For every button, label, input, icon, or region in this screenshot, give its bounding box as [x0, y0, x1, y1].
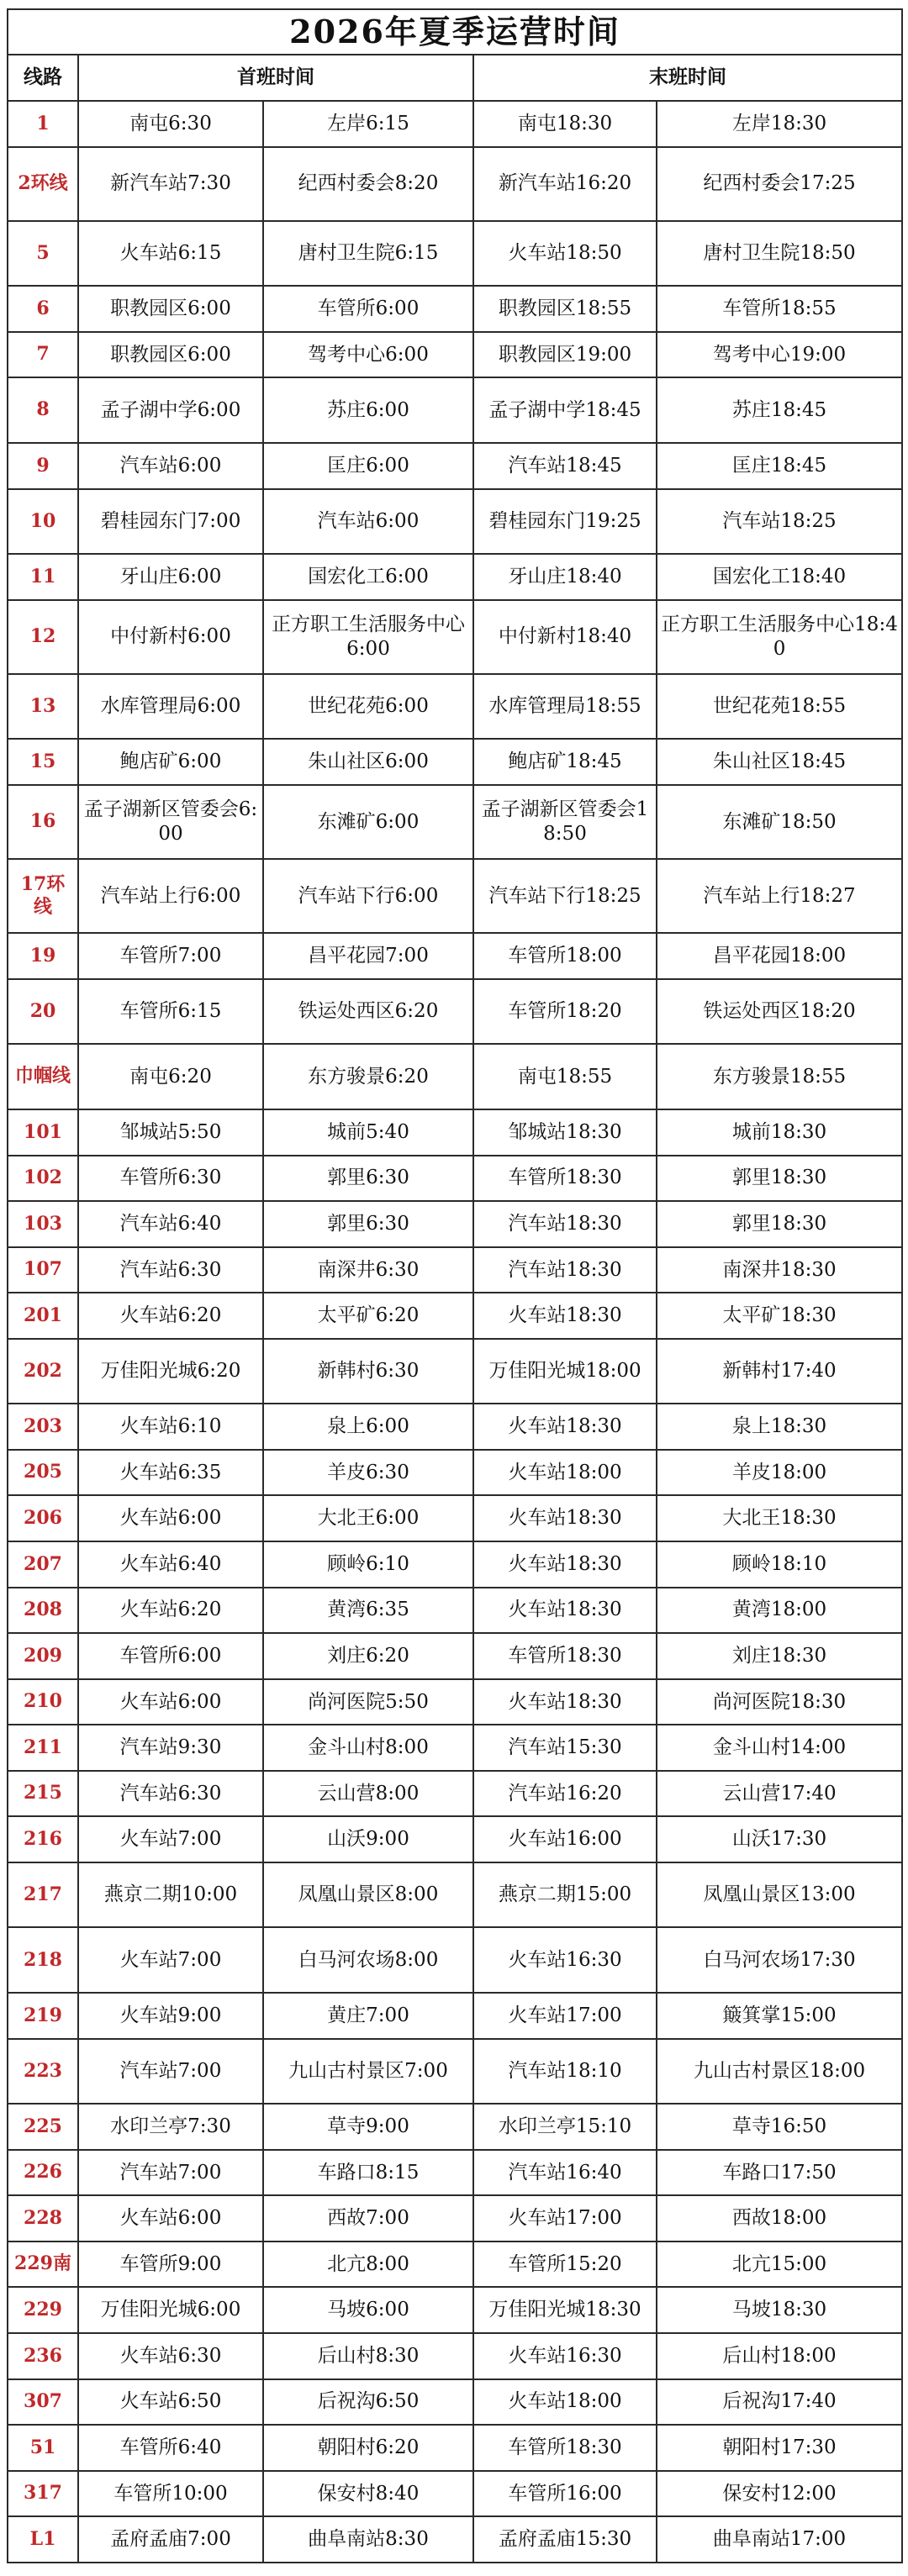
last-bus-end-cell: 朝阳村17:30: [657, 2425, 902, 2471]
table-row: [8, 377, 902, 443]
table-row: [8, 2150, 902, 2196]
table-row: [8, 2241, 902, 2288]
first-bus-start-cell: 火车站6:35: [78, 1450, 263, 1496]
last-bus-end-cell: 东滩矿18:50: [657, 785, 902, 859]
first-bus-start-cell: 职教园区6:00: [78, 332, 263, 378]
first-bus-start-cell: 火车站6:00: [78, 1679, 263, 1725]
table-row: [8, 1679, 902, 1725]
last-bus-start-cell: 汽车站16:40: [473, 2150, 657, 2196]
last-bus-end-cell: 汽车站上行18:27: [657, 859, 902, 933]
first-bus-end-cell: 汽车站下行6:00: [263, 859, 473, 933]
line-number-cell: 210: [8, 1679, 78, 1725]
last-bus-end-cell: 草寺16:50: [657, 2104, 902, 2150]
first-bus-start-cell: 车管所6:15: [78, 979, 263, 1045]
line-number-cell: 228: [8, 2195, 78, 2241]
last-bus-end-cell: 白马河农场17:30: [657, 1927, 902, 1993]
first-bus-end-cell: 云山营8:00: [263, 1771, 473, 1817]
table-row: [8, 221, 902, 287]
first-bus-end-cell: 车管所6:00: [263, 286, 473, 332]
line-number-cell: 225: [8, 2104, 78, 2150]
last-bus-start-cell: 火车站18:30: [473, 1679, 657, 1725]
last-bus-end-cell: 郭里18:30: [657, 1201, 902, 1247]
first-bus-end-cell: 凤凰山景区8:00: [263, 1862, 473, 1928]
first-bus-start-cell: 汽车站9:30: [78, 1725, 263, 1771]
first-bus-start-cell: 新汽车站7:30: [78, 147, 263, 221]
first-bus-start-cell: 汽车站6:30: [78, 1771, 263, 1817]
line-number-cell: 211: [8, 1725, 78, 1771]
first-bus-end-cell: 世纪花苑6:00: [263, 674, 473, 740]
table-row: [8, 2379, 902, 2426]
line-number-cell: 巾帼线: [8, 1044, 78, 1109]
line-number-cell: 20: [8, 979, 78, 1045]
first-bus-start-cell: 孟子湖中学6:00: [78, 377, 263, 443]
table-row: [8, 600, 902, 674]
last-bus-start-cell: 车管所15:20: [473, 2241, 657, 2288]
last-bus-start-cell: 火车站18:50: [473, 221, 657, 287]
line-number-cell: 223: [8, 2039, 78, 2105]
first-bus-end-cell: 车路口8:15: [263, 2150, 473, 2196]
first-bus-start-cell: 万佳阳光城6:20: [78, 1339, 263, 1404]
first-bus-start-cell: 南屯6:30: [78, 101, 263, 147]
last-bus-end-cell: 后山村18:00: [657, 2333, 902, 2379]
line-number-cell: 15: [8, 739, 78, 785]
first-bus-end-cell: 黄庄7:00: [263, 1993, 473, 2039]
table-row: [8, 785, 902, 859]
last-bus-start-cell: 汽车站16:20: [473, 1771, 657, 1817]
first-bus-end-cell: 金斗山村8:00: [263, 1725, 473, 1771]
first-bus-start-cell: 汽车站7:00: [78, 2039, 263, 2105]
last-bus-end-cell: 车管所18:55: [657, 286, 902, 332]
last-bus-end-cell: 世纪花苑18:55: [657, 674, 902, 740]
first-bus-end-cell: 朱山社区6:00: [263, 739, 473, 785]
line-number-cell: 229南: [8, 2241, 78, 2288]
table-row: [8, 1450, 902, 1496]
first-bus-start-cell: 水库管理局6:00: [78, 674, 263, 740]
line-number-cell: 107: [8, 1247, 78, 1293]
last-bus-end-cell: 国宏化工18:40: [657, 554, 902, 600]
page-title: 2026年夏季运营时间: [8, 9, 902, 55]
last-bus-end-cell: 新韩村17:40: [657, 1339, 902, 1404]
last-bus-start-cell: 火车站18:30: [473, 1541, 657, 1588]
first-bus-end-cell: 黄湾6:35: [263, 1588, 473, 1634]
line-number-cell: 219: [8, 1993, 78, 2039]
table-row: [8, 933, 902, 979]
header-row: [8, 55, 902, 101]
line-number-cell: 201: [8, 1293, 78, 1339]
last-bus-end-cell: 朱山社区18:45: [657, 739, 902, 785]
last-bus-start-cell: 万佳阳光城18:30: [473, 2287, 657, 2333]
line-number-cell: 208: [8, 1588, 78, 1634]
last-bus-end-cell: 郭里18:30: [657, 1156, 902, 1202]
line-number-cell: 7: [8, 332, 78, 378]
first-bus-start-cell: 碧桂园东门7:00: [78, 489, 263, 555]
first-bus-end-cell: 纪西村委会8:20: [263, 147, 473, 221]
first-bus-end-cell: 后祝沟6:50: [263, 2379, 473, 2426]
table-row: [8, 554, 902, 600]
first-bus-end-cell: 后山村8:30: [263, 2333, 473, 2379]
last-bus-start-cell: 职教园区18:55: [473, 286, 657, 332]
last-bus-start-cell: 汽车站15:30: [473, 1725, 657, 1771]
first-bus-end-cell: 刘庄6:20: [263, 1633, 473, 1679]
first-bus-start-cell: 燕京二期10:00: [78, 1862, 263, 1928]
line-number-cell: 207: [8, 1541, 78, 1588]
first-bus-start-cell: 汽车站6:00: [78, 443, 263, 489]
last-bus-start-cell: 孟子湖新区管委会18:50: [473, 785, 657, 859]
last-bus-start-cell: 火车站18:00: [473, 2379, 657, 2426]
first-bus-start-cell: 中付新村6:00: [78, 600, 263, 674]
first-bus-start-cell: 车管所9:00: [78, 2241, 263, 2288]
last-bus-end-cell: 顾岭18:10: [657, 1541, 902, 1588]
last-bus-start-cell: 火车站17:00: [473, 1993, 657, 2039]
last-bus-end-cell: 驾考中心19:00: [657, 332, 902, 378]
table-row: [8, 1156, 902, 1202]
first-bus-start-cell: 火车站6:20: [78, 1588, 263, 1634]
line-number-cell: 6: [8, 286, 78, 332]
line-number-cell: 307: [8, 2379, 78, 2426]
last-bus-start-cell: 燕京二期15:00: [473, 1862, 657, 1928]
first-bus-start-cell: 车管所6:00: [78, 1633, 263, 1679]
first-bus-start-cell: 邹城站5:50: [78, 1109, 263, 1156]
title-row: [8, 9, 902, 55]
last-bus-start-cell: 水印兰亭15:10: [473, 2104, 657, 2150]
first-bus-end-cell: 东滩矿6:00: [263, 785, 473, 859]
line-number-cell: 236: [8, 2333, 78, 2379]
first-bus-start-cell: 汽车站6:40: [78, 1201, 263, 1247]
table-row: [8, 2425, 902, 2471]
first-bus-start-cell: 车管所6:30: [78, 1156, 263, 1202]
last-bus-start-cell: 汽车站18:30: [473, 1247, 657, 1293]
first-bus-start-cell: 火车站6:00: [78, 1495, 263, 1541]
last-bus-end-cell: 城前18:30: [657, 1109, 902, 1156]
first-bus-end-cell: 南深井6:30: [263, 1247, 473, 1293]
table-row: [8, 1495, 902, 1541]
last-bus-end-cell: 凤凰山景区13:00: [657, 1862, 902, 1928]
table-row: [8, 443, 902, 489]
last-bus-start-cell: 鲍店矿18:45: [473, 739, 657, 785]
last-bus-end-cell: 匡庄18:45: [657, 443, 902, 489]
first-bus-end-cell: 顾岭6:10: [263, 1541, 473, 1588]
last-bus-end-cell: 汽车站18:25: [657, 489, 902, 555]
table-row: [8, 739, 902, 785]
first-bus-end-cell: 郭里6:30: [263, 1156, 473, 1202]
first-bus-start-cell: 火车站6:40: [78, 1541, 263, 1588]
first-bus-end-cell: 城前5:40: [263, 1109, 473, 1156]
first-bus-end-cell: 驾考中心6:00: [263, 332, 473, 378]
line-number-cell: 215: [8, 1771, 78, 1817]
first-bus-end-cell: 山沃9:00: [263, 1816, 473, 1862]
first-bus-end-cell: 郭里6:30: [263, 1201, 473, 1247]
last-bus-start-cell: 火车站17:00: [473, 2195, 657, 2241]
table-row: [8, 1993, 902, 2039]
first-bus-start-cell: 水印兰亭7:30: [78, 2104, 263, 2150]
first-bus-end-cell: 左岸6:15: [263, 101, 473, 147]
last-bus-end-cell: 正方职工生活服务中心18:40: [657, 600, 902, 674]
last-bus-end-cell: 保安村12:00: [657, 2471, 902, 2517]
last-bus-start-cell: 车管所18:30: [473, 2425, 657, 2471]
first-bus-start-cell: 火车站6:30: [78, 2333, 263, 2379]
last-bus-start-cell: 万佳阳光城18:00: [473, 1339, 657, 1404]
first-bus-start-cell: 火车站6:50: [78, 2379, 263, 2426]
last-bus-end-cell: 羊皮18:00: [657, 1450, 902, 1496]
line-number-cell: 202: [8, 1339, 78, 1404]
table-row: [8, 2471, 902, 2517]
last-bus-end-cell: 刘庄18:30: [657, 1633, 902, 1679]
last-bus-end-cell: 唐村卫生院18:50: [657, 221, 902, 287]
last-bus-start-cell: 火车站18:00: [473, 1450, 657, 1496]
line-number-cell: 2环线: [8, 147, 78, 221]
first-bus-start-cell: 火车站6:20: [78, 1293, 263, 1339]
first-bus-end-cell: 正方职工生活服务中心6:00: [263, 600, 473, 674]
last-bus-end-cell: 金斗山村14:00: [657, 1725, 902, 1771]
table-row: [8, 2287, 902, 2333]
last-bus-start-cell: 火车站18:30: [473, 1293, 657, 1339]
first-bus-end-cell: 太平矿6:20: [263, 1293, 473, 1339]
first-bus-end-cell: 汽车站6:00: [263, 489, 473, 555]
line-number-cell: 1: [8, 101, 78, 147]
table-row: [8, 2333, 902, 2379]
last-bus-start-cell: 汽车站18:10: [473, 2039, 657, 2105]
first-bus-start-cell: 火车站6:10: [78, 1404, 263, 1450]
line-number-cell: 5: [8, 221, 78, 287]
first-bus-end-cell: 北亢8:00: [263, 2241, 473, 2288]
table-row: [8, 101, 902, 147]
first-bus-start-cell: 火车站7:00: [78, 1927, 263, 1993]
first-bus-start-cell: 万佳阳光城6:00: [78, 2287, 263, 2333]
column-header-first-bus: 首班时间: [78, 55, 473, 101]
first-bus-end-cell: 新韩村6:30: [263, 1339, 473, 1404]
last-bus-end-cell: 大北王18:30: [657, 1495, 902, 1541]
line-number-cell: 51: [8, 2425, 78, 2471]
last-bus-end-cell: 西故18:00: [657, 2195, 902, 2241]
last-bus-end-cell: 苏庄18:45: [657, 377, 902, 443]
line-number-cell: 102: [8, 1156, 78, 1202]
first-bus-end-cell: 昌平花园7:00: [263, 933, 473, 979]
line-number-cell: 229: [8, 2287, 78, 2333]
first-bus-end-cell: 曲阜南站8:30: [263, 2516, 473, 2563]
line-number-cell: 8: [8, 377, 78, 443]
line-number-cell: 11: [8, 554, 78, 600]
first-bus-end-cell: 朝阳村6:20: [263, 2425, 473, 2471]
last-bus-end-cell: 东方骏景18:55: [657, 1044, 902, 1109]
last-bus-start-cell: 孟府孟庙15:30: [473, 2516, 657, 2563]
first-bus-start-cell: 车管所10:00: [78, 2471, 263, 2517]
table-row: [8, 674, 902, 740]
first-bus-end-cell: 苏庄6:00: [263, 377, 473, 443]
first-bus-start-cell: 职教园区6:00: [78, 286, 263, 332]
first-bus-start-cell: 孟府孟庙7:00: [78, 2516, 263, 2563]
last-bus-start-cell: 南屯18:30: [473, 101, 657, 147]
table-row: [8, 979, 902, 1045]
line-number-cell: 9: [8, 443, 78, 489]
line-number-cell: 19: [8, 933, 78, 979]
first-bus-end-cell: 匡庄6:00: [263, 443, 473, 489]
table-row: [8, 859, 902, 933]
last-bus-end-cell: 山沃17:30: [657, 1816, 902, 1862]
last-bus-start-cell: 火车站16:00: [473, 1816, 657, 1862]
column-header-last-bus: 末班时间: [473, 55, 902, 101]
table-row: [8, 1404, 902, 1450]
table-row: [8, 1927, 902, 1993]
last-bus-start-cell: 汽车站18:45: [473, 443, 657, 489]
line-number-cell: 216: [8, 1816, 78, 1862]
line-number-cell: 218: [8, 1927, 78, 1993]
first-bus-end-cell: 尚河医院5:50: [263, 1679, 473, 1725]
last-bus-end-cell: 纪西村委会17:25: [657, 147, 902, 221]
last-bus-end-cell: 曲阜南站17:00: [657, 2516, 902, 2563]
last-bus-start-cell: 车管所18:20: [473, 979, 657, 1045]
last-bus-end-cell: 九山古村景区18:00: [657, 2039, 902, 2105]
first-bus-end-cell: 国宏化工6:00: [263, 554, 473, 600]
line-number-cell: 209: [8, 1633, 78, 1679]
last-bus-end-cell: 昌平花园18:00: [657, 933, 902, 979]
line-number-cell: 203: [8, 1404, 78, 1450]
last-bus-end-cell: 铁运处西区18:20: [657, 979, 902, 1045]
last-bus-start-cell: 孟子湖中学18:45: [473, 377, 657, 443]
last-bus-start-cell: 火车站18:30: [473, 1588, 657, 1634]
first-bus-end-cell: 羊皮6:30: [263, 1450, 473, 1496]
table-row: [8, 1541, 902, 1588]
first-bus-end-cell: 西故7:00: [263, 2195, 473, 2241]
last-bus-start-cell: 车管所18:00: [473, 933, 657, 979]
first-bus-start-cell: 南屯6:20: [78, 1044, 263, 1109]
table-row: [8, 1109, 902, 1156]
table-row: [8, 2104, 902, 2150]
table-row: [8, 2039, 902, 2105]
last-bus-start-cell: 车管所16:00: [473, 2471, 657, 2517]
table-row: [8, 147, 902, 221]
first-bus-end-cell: 保安村8:40: [263, 2471, 473, 2517]
schedule-sheet: [7, 8, 901, 2563]
line-number-cell: 317: [8, 2471, 78, 2517]
last-bus-start-cell: 火车站16:30: [473, 1927, 657, 1993]
last-bus-end-cell: 南深井18:30: [657, 1247, 902, 1293]
table-row: [8, 2195, 902, 2241]
first-bus-start-cell: 车管所6:40: [78, 2425, 263, 2471]
line-number-cell: 206: [8, 1495, 78, 1541]
first-bus-start-cell: 火车站6:15: [78, 221, 263, 287]
table-row: [8, 1201, 902, 1247]
first-bus-start-cell: 牙山庄6:00: [78, 554, 263, 600]
table-row: [8, 489, 902, 555]
first-bus-end-cell: 草寺9:00: [263, 2104, 473, 2150]
last-bus-end-cell: 泉上18:30: [657, 1404, 902, 1450]
first-bus-start-cell: 孟子湖新区管委会6:00: [78, 785, 263, 859]
line-number-cell: L1: [8, 2516, 78, 2563]
line-number-cell: 10: [8, 489, 78, 555]
last-bus-end-cell: 左岸18:30: [657, 101, 902, 147]
line-number-cell: 101: [8, 1109, 78, 1156]
last-bus-end-cell: 尚河医院18:30: [657, 1679, 902, 1725]
table-row: [8, 1771, 902, 1817]
last-bus-end-cell: 北亢15:00: [657, 2241, 902, 2288]
table-row: [8, 1588, 902, 1634]
first-bus-start-cell: 车管所7:00: [78, 933, 263, 979]
last-bus-start-cell: 邹城站18:30: [473, 1109, 657, 1156]
first-bus-end-cell: 泉上6:00: [263, 1404, 473, 1450]
table-row: [8, 286, 902, 332]
last-bus-start-cell: 汽车站下行18:25: [473, 859, 657, 933]
table-row: [8, 1247, 902, 1293]
table-row: [8, 1725, 902, 1771]
table-row: [8, 1339, 902, 1404]
table-row: [8, 1633, 902, 1679]
last-bus-start-cell: 车管所18:30: [473, 1633, 657, 1679]
first-bus-end-cell: 铁运处西区6:20: [263, 979, 473, 1045]
table-row: [8, 1862, 902, 1928]
last-bus-end-cell: 簸箕掌15:00: [657, 1993, 902, 2039]
last-bus-end-cell: 太平矿18:30: [657, 1293, 902, 1339]
schedule-rows: [8, 101, 902, 2563]
first-bus-end-cell: 唐村卫生院6:15: [263, 221, 473, 287]
last-bus-end-cell: 黄湾18:00: [657, 1588, 902, 1634]
last-bus-start-cell: 火车站18:30: [473, 1495, 657, 1541]
line-number-cell: 226: [8, 2150, 78, 2196]
first-bus-end-cell: 东方骏景6:20: [263, 1044, 473, 1109]
line-number-cell: 17环线: [8, 859, 78, 933]
last-bus-start-cell: 职教园区19:00: [473, 332, 657, 378]
first-bus-start-cell: 汽车站6:30: [78, 1247, 263, 1293]
first-bus-end-cell: 大北王6:00: [263, 1495, 473, 1541]
last-bus-start-cell: 新汽车站16:20: [473, 147, 657, 221]
last-bus-start-cell: 南屯18:55: [473, 1044, 657, 1109]
last-bus-end-cell: 马坡18:30: [657, 2287, 902, 2333]
table-row: [8, 332, 902, 378]
first-bus-end-cell: 九山古村景区7:00: [263, 2039, 473, 2105]
last-bus-end-cell: 云山营17:40: [657, 1771, 902, 1817]
last-bus-start-cell: 中付新村18:40: [473, 600, 657, 674]
first-bus-end-cell: 白马河农场8:00: [263, 1927, 473, 1993]
schedule-table: [7, 8, 903, 2563]
table-row: [8, 1044, 902, 1109]
last-bus-start-cell: 火车站18:30: [473, 1404, 657, 1450]
line-number-cell: 205: [8, 1450, 78, 1496]
first-bus-start-cell: 火车站7:00: [78, 1816, 263, 1862]
line-number-cell: 103: [8, 1201, 78, 1247]
line-number-cell: 16: [8, 785, 78, 859]
last-bus-start-cell: 碧桂园东门19:25: [473, 489, 657, 555]
first-bus-start-cell: 火车站9:00: [78, 1993, 263, 2039]
first-bus-end-cell: 马坡6:00: [263, 2287, 473, 2333]
first-bus-start-cell: 汽车站7:00: [78, 2150, 263, 2196]
last-bus-start-cell: 火车站16:30: [473, 2333, 657, 2379]
line-number-cell: 217: [8, 1862, 78, 1928]
table-row: [8, 2516, 902, 2563]
first-bus-start-cell: 鲍店矿6:00: [78, 739, 263, 785]
last-bus-end-cell: 后祝沟17:40: [657, 2379, 902, 2426]
last-bus-start-cell: 车管所18:30: [473, 1156, 657, 1202]
first-bus-start-cell: 汽车站上行6:00: [78, 859, 263, 933]
table-row: [8, 1293, 902, 1339]
line-number-cell: 13: [8, 674, 78, 740]
line-number-cell: 12: [8, 600, 78, 674]
last-bus-start-cell: 牙山庄18:40: [473, 554, 657, 600]
table-row: [8, 1816, 902, 1862]
last-bus-start-cell: 水库管理局18:55: [473, 674, 657, 740]
column-header-line: 线路: [8, 55, 78, 101]
last-bus-end-cell: 车路口17:50: [657, 2150, 902, 2196]
first-bus-start-cell: 火车站6:00: [78, 2195, 263, 2241]
last-bus-start-cell: 汽车站18:30: [473, 1201, 657, 1247]
